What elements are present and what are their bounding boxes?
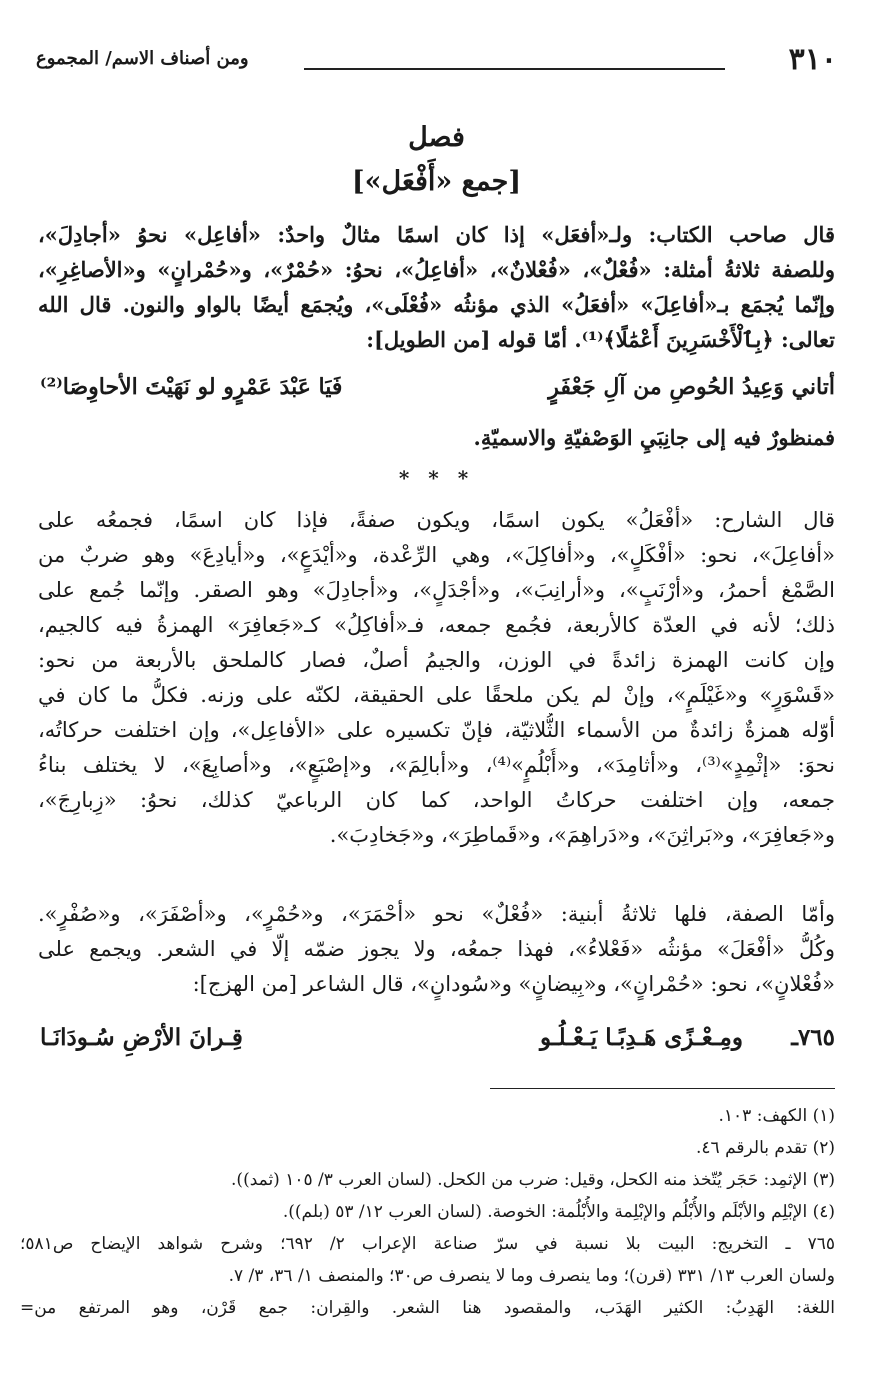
matn-text: [38, 217, 835, 357]
footnote: (٣) الإثمِد: حَجَر يُتّخذ منه الكحل، وقيل: ضرب من الكحل. (لسان العرب ٣/ ١٠٥ (ثمد)).: [231, 1170, 835, 1190]
chapter-title: فصل: [408, 122, 465, 153]
header-rule: [304, 68, 725, 70]
matn-line: تعالى: ﴿بِٱلْأَخْسَرِينَ أَعْمَٰلًا﴾⁽¹⁾. أمّا قوله [من الطويل]:: [366, 327, 835, 352]
sharh-line: «قَسْوَرٍ» و«غَيْلَمٍ»، وإنْ لم يكن ملحقًا على الحقيقة، لكنّه على وزنه. فكلُّ ما كان في: [38, 683, 835, 707]
sharh-line: «أفاعِلَ»، نحو: «أفْكَلٍ»، و«أفاكِلَ»، وهي الرِّعْدة، و«أيْدَعٍ»، و«أيادِعَ» وهو ضربٌ من: [38, 543, 835, 567]
footnote: ولسان العرب ١٣/ ٣٣١ (قرن)؛ وما ينصرف وما لا ينصرف ص٣٠؛ والمنصف ١/ ٣٦، ٣/ ٧.: [228, 1266, 835, 1286]
matn-line: قال صاحب الكتاب: ولـ«أفعَل» إذا كان اسمًا مثالٌ واحدٌ: «أفاعِل» نحوُ «أجادِلَ»،: [38, 222, 835, 247]
sharh-line: وأمّا الصفة، فلها ثلاثةُ أبنية: «فُعْلٌ» نحو «أحْمَرَ»، و«حُمْرٍ»، و«أصْفَرَ»، و«صُفْرٍ».: [38, 902, 835, 926]
sharh-text-2: [38, 897, 835, 1002]
sharh-text: [38, 503, 835, 853]
verse-hemistich-1: أتاني وَعِيدُ الحُوصِ من آلِ جَعْفَرٍ: [548, 374, 835, 400]
footnote: (٤) الإبْلِم والأبْلَم والأُبْلُم والإبْلِمة والأُبْلُمة: الخوصة. (لسان العرب ١٢/ ٥٣ (بلم)).: [282, 1202, 835, 1222]
quoted-verse: [40, 374, 835, 414]
verse-hemistich-2: فَيَا عَبْدَ عَمْرٍو لو نَهَيْتَ الأحاوِصَا⁽²⁾: [40, 374, 343, 400]
numbered-verse: [40, 1024, 835, 1066]
section-separator: * * *: [398, 466, 475, 490]
verse-number: ٧٦٥ـ: [791, 1024, 835, 1051]
running-title: ومن أصناف الاسم/ المجموع: [36, 48, 249, 69]
verse-hemistich-2: قِـرانَ الأرْضِ سُـودَانَـا: [40, 1024, 243, 1051]
footnotes: [20, 1100, 835, 1324]
sharh-line: و«جَعافِرَ»، و«بَراثِنَ»، و«دَراهِمَ»، و«قَماطِرَ»، و«جَخادِبَ».: [329, 823, 835, 847]
matn-after-verse: [38, 420, 835, 455]
footnote-rule: [490, 1088, 835, 1089]
page-number: ٣١٠: [788, 42, 837, 77]
footnote: ٧٦٥ ـ التخريج: البيت بلا نسبة في سرّ صناعة الإعراب ٢/ ٦٩٢؛ وشرح شواهد الإيضاح ص٥٨١؛: [20, 1234, 835, 1254]
footnote: (١) الكهف: ١٠٣.: [718, 1106, 835, 1126]
page-header: [36, 42, 837, 82]
sharh-line: وكُلُّ «أفْعَلَ» مؤنثُه «فَعْلاءُ»، فهذا جمعُه، ولا يجوز ضمّه إلّا في الشعر. ويجمع على: [38, 937, 835, 961]
matn-line: فمنظورٌ فيه إلى جانِبَيِ الوَصْفيّةِ والاسميّةِ.: [473, 425, 835, 450]
matn-line: وإنّما يُجمَع بـ«أفاعِلَ» «أفعَلُ» الذي مؤنثُه «فُعْلَى»، ويُجمَع أيضًا بالواو والنون. قال الله: [38, 292, 835, 317]
chapter-subtitle: [جمع «أَفْعَل»]: [351, 166, 522, 197]
matn-line: وللصفة ثلاثةُ أمثلة: «فُعْلٌ»، «فُعْلانٌ»، «أفاعِلُ»، نحوُ: «حُمْرٌ»، و«حُمْرانٍ» و«الأصاغِرِ»،: [38, 257, 835, 282]
sharh-line: نحوَ: «إثْمِدٍ»⁽³⁾، و«أثامِدَ»، و«أُبْلُمٍ»⁽⁴⁾، و«أبالِمَ»، و«إصْبَعٍ»، و«أصابِعَ»، لا يختلف بناءُ: [38, 753, 835, 777]
footnote: اللغة: الهَدِبُ: الكثير الهَدَب، والمقصود هنا الشعر. والقِران: جمع قَرْن، وهو المرتفع من=: [20, 1298, 835, 1318]
sharh-line: أوّله همزةٌ زائدةٌ من الأسماء الثُّلاثيّة، فإنّ تكسيره على «الأفاعِل»، وإن اختلفت حركاتُه،: [38, 718, 835, 742]
sharh-line: وإن كانت الهمزة زائدةً في الوزن، والجيمُ أصلٌ، فصار كالملحق بالأربعة من نحو:: [38, 648, 835, 672]
sharh-line: الصَّمْغ أحمرُ، و«أرْنَبٍ»، و«أرانِبَ»، و«أجْدَلٍ»، و«أجادِلَ» وهو الصقر. وإنّما جُمع على: [38, 578, 835, 602]
sharh-line: «فُعْلانٍ»، نحو: «حُمْرانٍ»، و«بِيضانٍ» و«سُودانٍ»، قال الشاعر [من الهزج]:: [192, 972, 835, 996]
verse-hemistich-1: ومِـعْـزًى هَـدِبًـا يَـعْـلُـو: [539, 1024, 743, 1051]
sharh-line: ذلك؛ لأنه في العدّة كالأربعة، فجُمع جمعه، فـ«أفاكِلُ» كـ«جَعافِرَ» الهمزةُ فيه كالجيم،: [38, 613, 835, 637]
sharh-line: قال الشارح: «أفْعَلُ» يكون اسمًا، ويكون صفةً، فإذا كان اسمًا، فجمعُه على: [38, 508, 835, 532]
footnote: (٢) تقدم بالرقم ٤٦.: [696, 1138, 835, 1158]
sharh-line: جمعه، وإن اختلفت حركاتُ الواحد، كما كان الرباعيّ كذلك، نحوُ: «زِبارِجَ»،: [38, 788, 835, 812]
